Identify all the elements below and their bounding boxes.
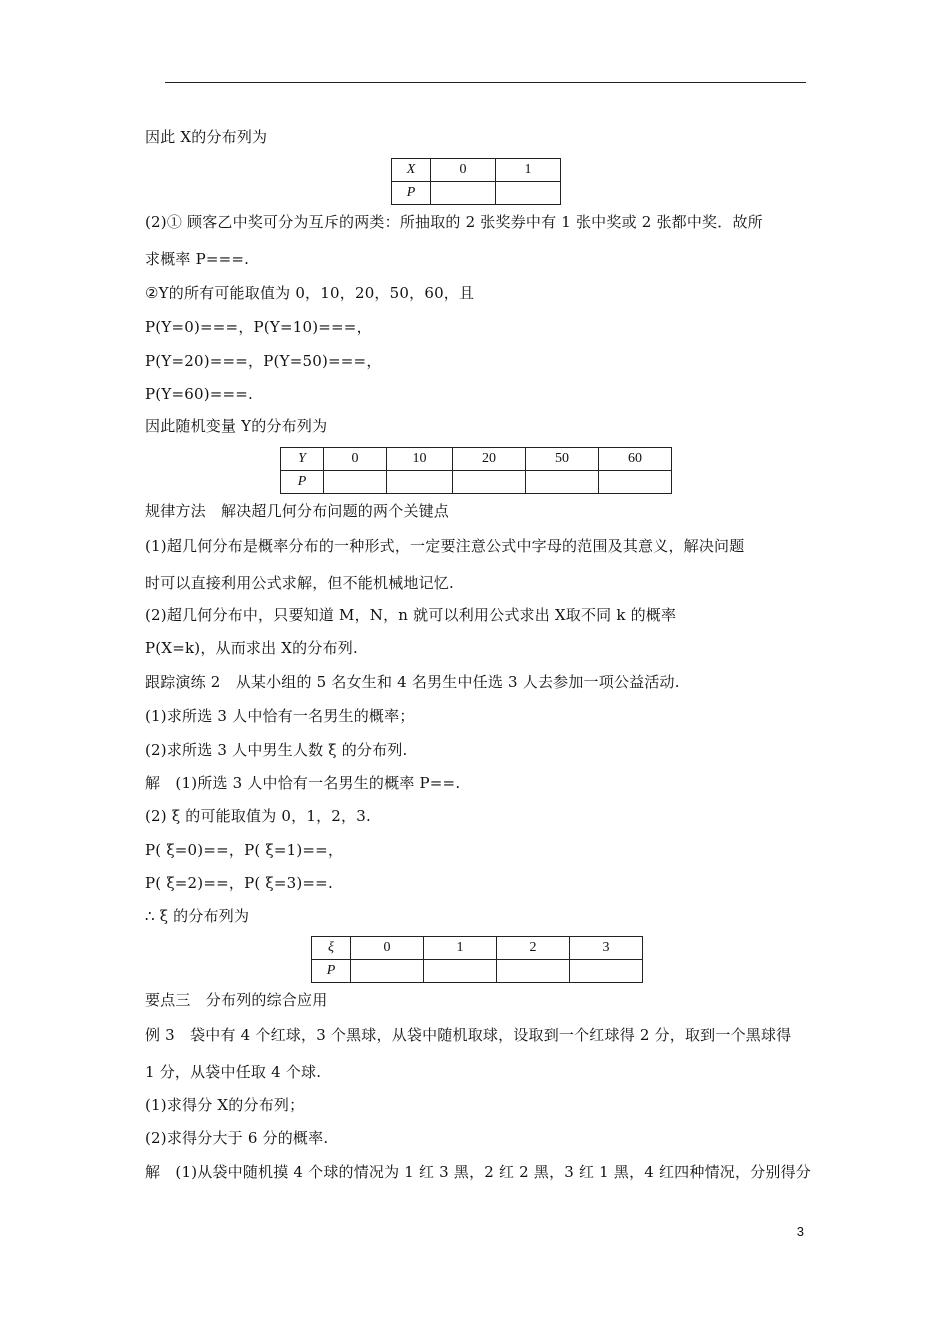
text-line: 解 (1)从袋中随机摸 4 个球的情况为 1 红 3 黑，2 红 2 黑，3 红 1 黑，4 红四种情况，分别得分 — [145, 1163, 811, 1181]
table-cell: 0 — [351, 937, 424, 960]
table-cell: X — [392, 159, 431, 182]
table-cell — [570, 960, 643, 983]
text-line: (2)求得分大于 6 分的概率. — [145, 1129, 329, 1147]
page-number: 3 — [796, 1224, 804, 1239]
table-cell: 0 — [431, 159, 496, 182]
text-line: P( ξ=2)==，P( ξ=3)==. — [145, 874, 333, 892]
text-line: (2) ξ 的可能取值为 0，1，2，3. — [145, 807, 371, 825]
table-cell — [387, 471, 453, 494]
table-cell — [431, 182, 496, 205]
text-line: 因此 X的分布列为 — [145, 128, 268, 146]
text-line: P(Y=0)===，P(Y=10)===， — [145, 318, 372, 336]
table-cell — [453, 471, 526, 494]
text-line: 求概率 P===. — [145, 250, 250, 268]
table-row — [281, 448, 672, 471]
table-row — [281, 471, 672, 494]
text-line: ∴ ξ 的分布列为 — [145, 907, 250, 925]
table-cell — [324, 471, 387, 494]
text-line: 规律方法 解决超几何分布问题的两个关键点 — [145, 502, 450, 520]
text-line: (1)求得分 X的分布列； — [145, 1096, 305, 1114]
table-row — [392, 182, 561, 205]
table-row — [312, 937, 643, 960]
text-line: P(Y=60)===. — [145, 385, 254, 403]
header-rule — [165, 82, 806, 83]
text-line: 因此随机变量 Y的分布列为 — [145, 417, 328, 435]
table-cell — [497, 960, 570, 983]
y-distribution-table — [280, 447, 672, 494]
table-cell: P — [281, 471, 324, 494]
text-line: P(Y=20)===，P(Y=50)===， — [145, 352, 382, 370]
xi-distribution-table — [311, 936, 643, 983]
table-cell: 1 — [496, 159, 561, 182]
text-line: (1)求所选 3 人中恰有一名男生的概率； — [145, 707, 415, 725]
text-line: 时可以直接利用公式求解，但不能机械地记忆. — [145, 574, 454, 592]
table-cell: P — [312, 960, 351, 983]
table-row — [392, 159, 561, 182]
table-cell — [351, 960, 424, 983]
table-cell: 1 — [424, 937, 497, 960]
text-line: P(X=k)，从而求出 X的分布列. — [145, 639, 358, 657]
text-line: 例 3 袋中有 4 个红球，3 个黑球，从袋中随机取球，设取到一个红球得 2 分，取到一个黑球得 — [145, 1026, 792, 1044]
text-line: 1 分，从袋中任取 4 个球. — [145, 1063, 322, 1081]
text-line: 跟踪演练 2 从某小组的 5 名女生和 4 名男生中任选 3 人去参加一项公益活动. — [145, 673, 680, 691]
section-heading: 要点三 分布列的综合应用 — [145, 991, 328, 1009]
table-cell — [599, 471, 672, 494]
text-line: ②Y的所有可能取值为 0，10，20，50，60，且 — [145, 284, 475, 302]
text-line: (2)① 顾客乙中奖可分为互斥的两类：所抽取的 2 张奖券中有 1 张中奖或 2 张都中奖．故所 — [145, 213, 763, 231]
text-line: P( ξ=0)==，P( ξ=1)==， — [145, 841, 344, 859]
table-cell — [526, 471, 599, 494]
table-cell: 2 — [497, 937, 570, 960]
text-line: (2)求所选 3 人中男生人数 ξ 的分布列. — [145, 741, 408, 759]
table-cell: Y — [281, 448, 324, 471]
table-cell: P — [392, 182, 431, 205]
table-cell: 60 — [599, 448, 672, 471]
x-distribution-table — [391, 158, 561, 205]
table-cell: 50 — [526, 448, 599, 471]
table-cell — [496, 182, 561, 205]
table-cell: 20 — [453, 448, 526, 471]
text-line: (2)超几何分布中，只要知道 M，N，n 就可以利用公式求出 X取不同 k 的概率 — [145, 606, 677, 624]
table-cell: 10 — [387, 448, 453, 471]
table-row — [312, 960, 643, 983]
table-cell: ξ — [312, 937, 351, 960]
table-cell: 3 — [570, 937, 643, 960]
text-line: (1)超几何分布是概率分布的一种形式，一定要注意公式中字母的范围及其意义，解决问题 — [145, 537, 745, 555]
text-line: 解 (1)所选 3 人中恰有一名男生的概率 P==. — [145, 774, 461, 792]
table-cell: 0 — [324, 448, 387, 471]
table-cell — [424, 960, 497, 983]
